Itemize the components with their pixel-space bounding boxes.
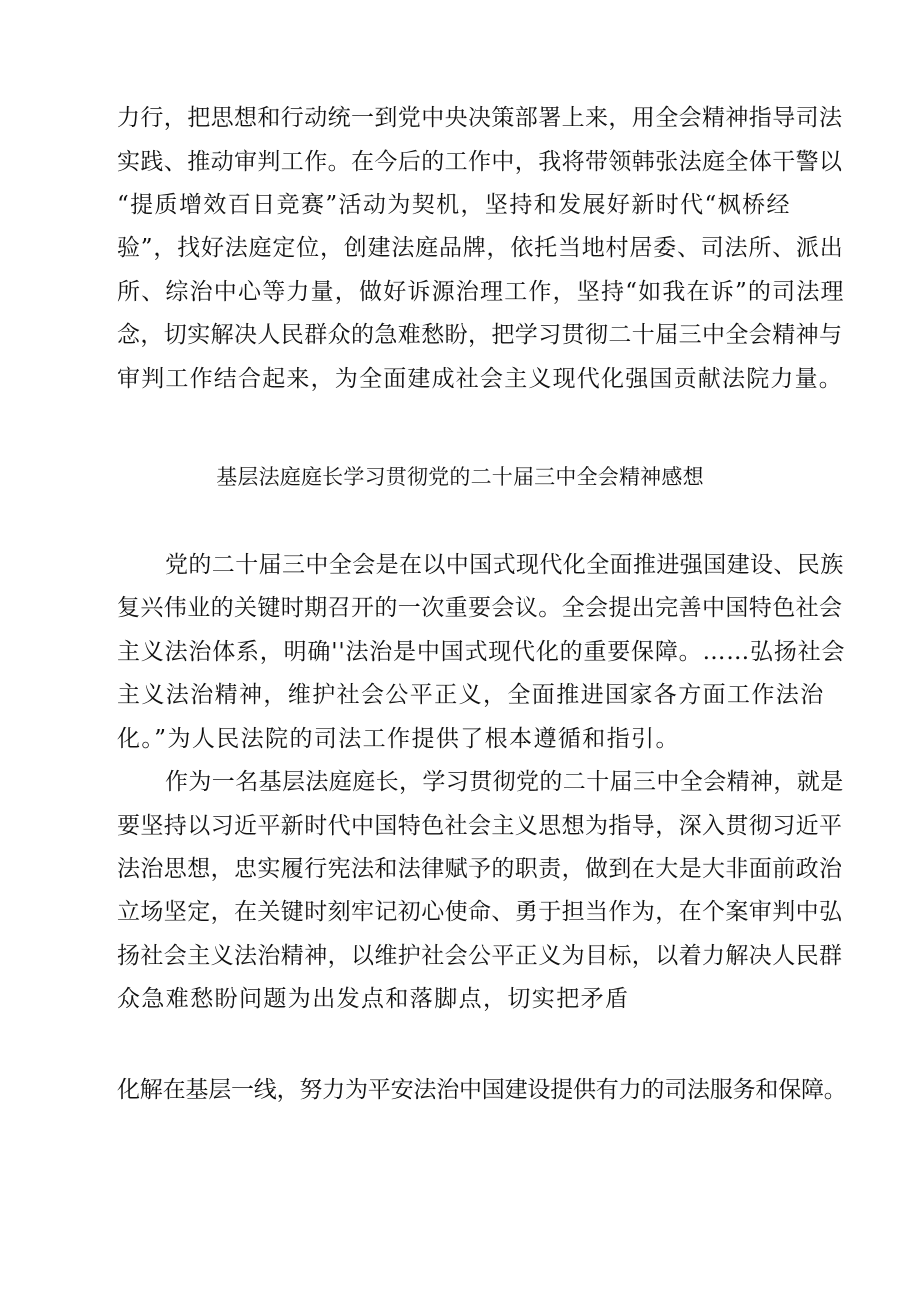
paragraph-line: 扬社会主义法治精神，以维护社会公平正义为目标，以着力解决人民群 [117,943,843,969]
paragraph-line: 实践、推动审判工作。在今后的工作中，我将带领韩张法庭全体干警以 [117,149,843,175]
paragraph-line: 验”，找好法庭定位，创建法庭品牌，依托当地村居委、司法所、派出 [117,235,844,261]
paragraph-line: 立场坚定，在关键时刻牢记初心使命、勇于担当作为，在个案审判中弘 [117,899,843,925]
paragraph-line: 作为一名基层法庭庭长，学习贯彻党的二十届三中全会精神，就是 [165,769,844,795]
article-title: 基层法庭庭长学习贯彻党的二十届三中全会精神感想 [216,465,704,489]
paragraph-line: 主义法治体系，明确''法治是中国式现代化的重要保障。……弘扬社会 [117,639,846,665]
paragraph-line: 要坚持以习近平新时代中国特色社会主义思想为指导，深入贯彻习近平 [117,813,843,839]
paragraph-line: 法治思想，忠实履行宪法和法律赋予的职责，做到在大是大非面前政治 [117,856,843,882]
paragraph-line: “提质增效百日竞赛”活动为契机，坚持和发展好新时代“枫桥经 [117,192,791,218]
paragraph-line: 复兴伟业的关键时期召开的一次重要会议。全会提出完善中国特色社会 [117,595,843,621]
paragraph-line: 审判工作结合起来，为全面建成社会主义现代化强国贡献法院力量。 [117,366,843,392]
paragraph-line: 念，切实解决人民群众的急难愁盼，把学习贯彻二十届三中全会精神与 [117,322,843,348]
paragraph-line: 化解在基层一线，努力为平安法治中国建设提供有力的司法服务和保障。 [117,1077,847,1103]
paragraph-line: 力行，把思想和行动统一到党中央决策部署上来，用全会精神指导司法 [117,105,843,131]
paragraph-line: 众急难愁盼问题为出发点和落脚点，切实把矛盾 [117,986,630,1012]
paragraph-line: 化。”为人民法院的司法工作提供了根本遵循和指引。 [117,726,680,752]
paragraph-line: 党的二十届三中全会是在以中国式现代化全面推进强国建设、民族 [165,552,844,578]
paragraph-line: 所、综治中心等力量，做好诉源治理工作，坚持“如我在诉”的司法理 [117,279,845,305]
paragraph-line: 主义法治精神，维护社会公平正义，全面推进国家各方面工作法治 [117,682,825,708]
